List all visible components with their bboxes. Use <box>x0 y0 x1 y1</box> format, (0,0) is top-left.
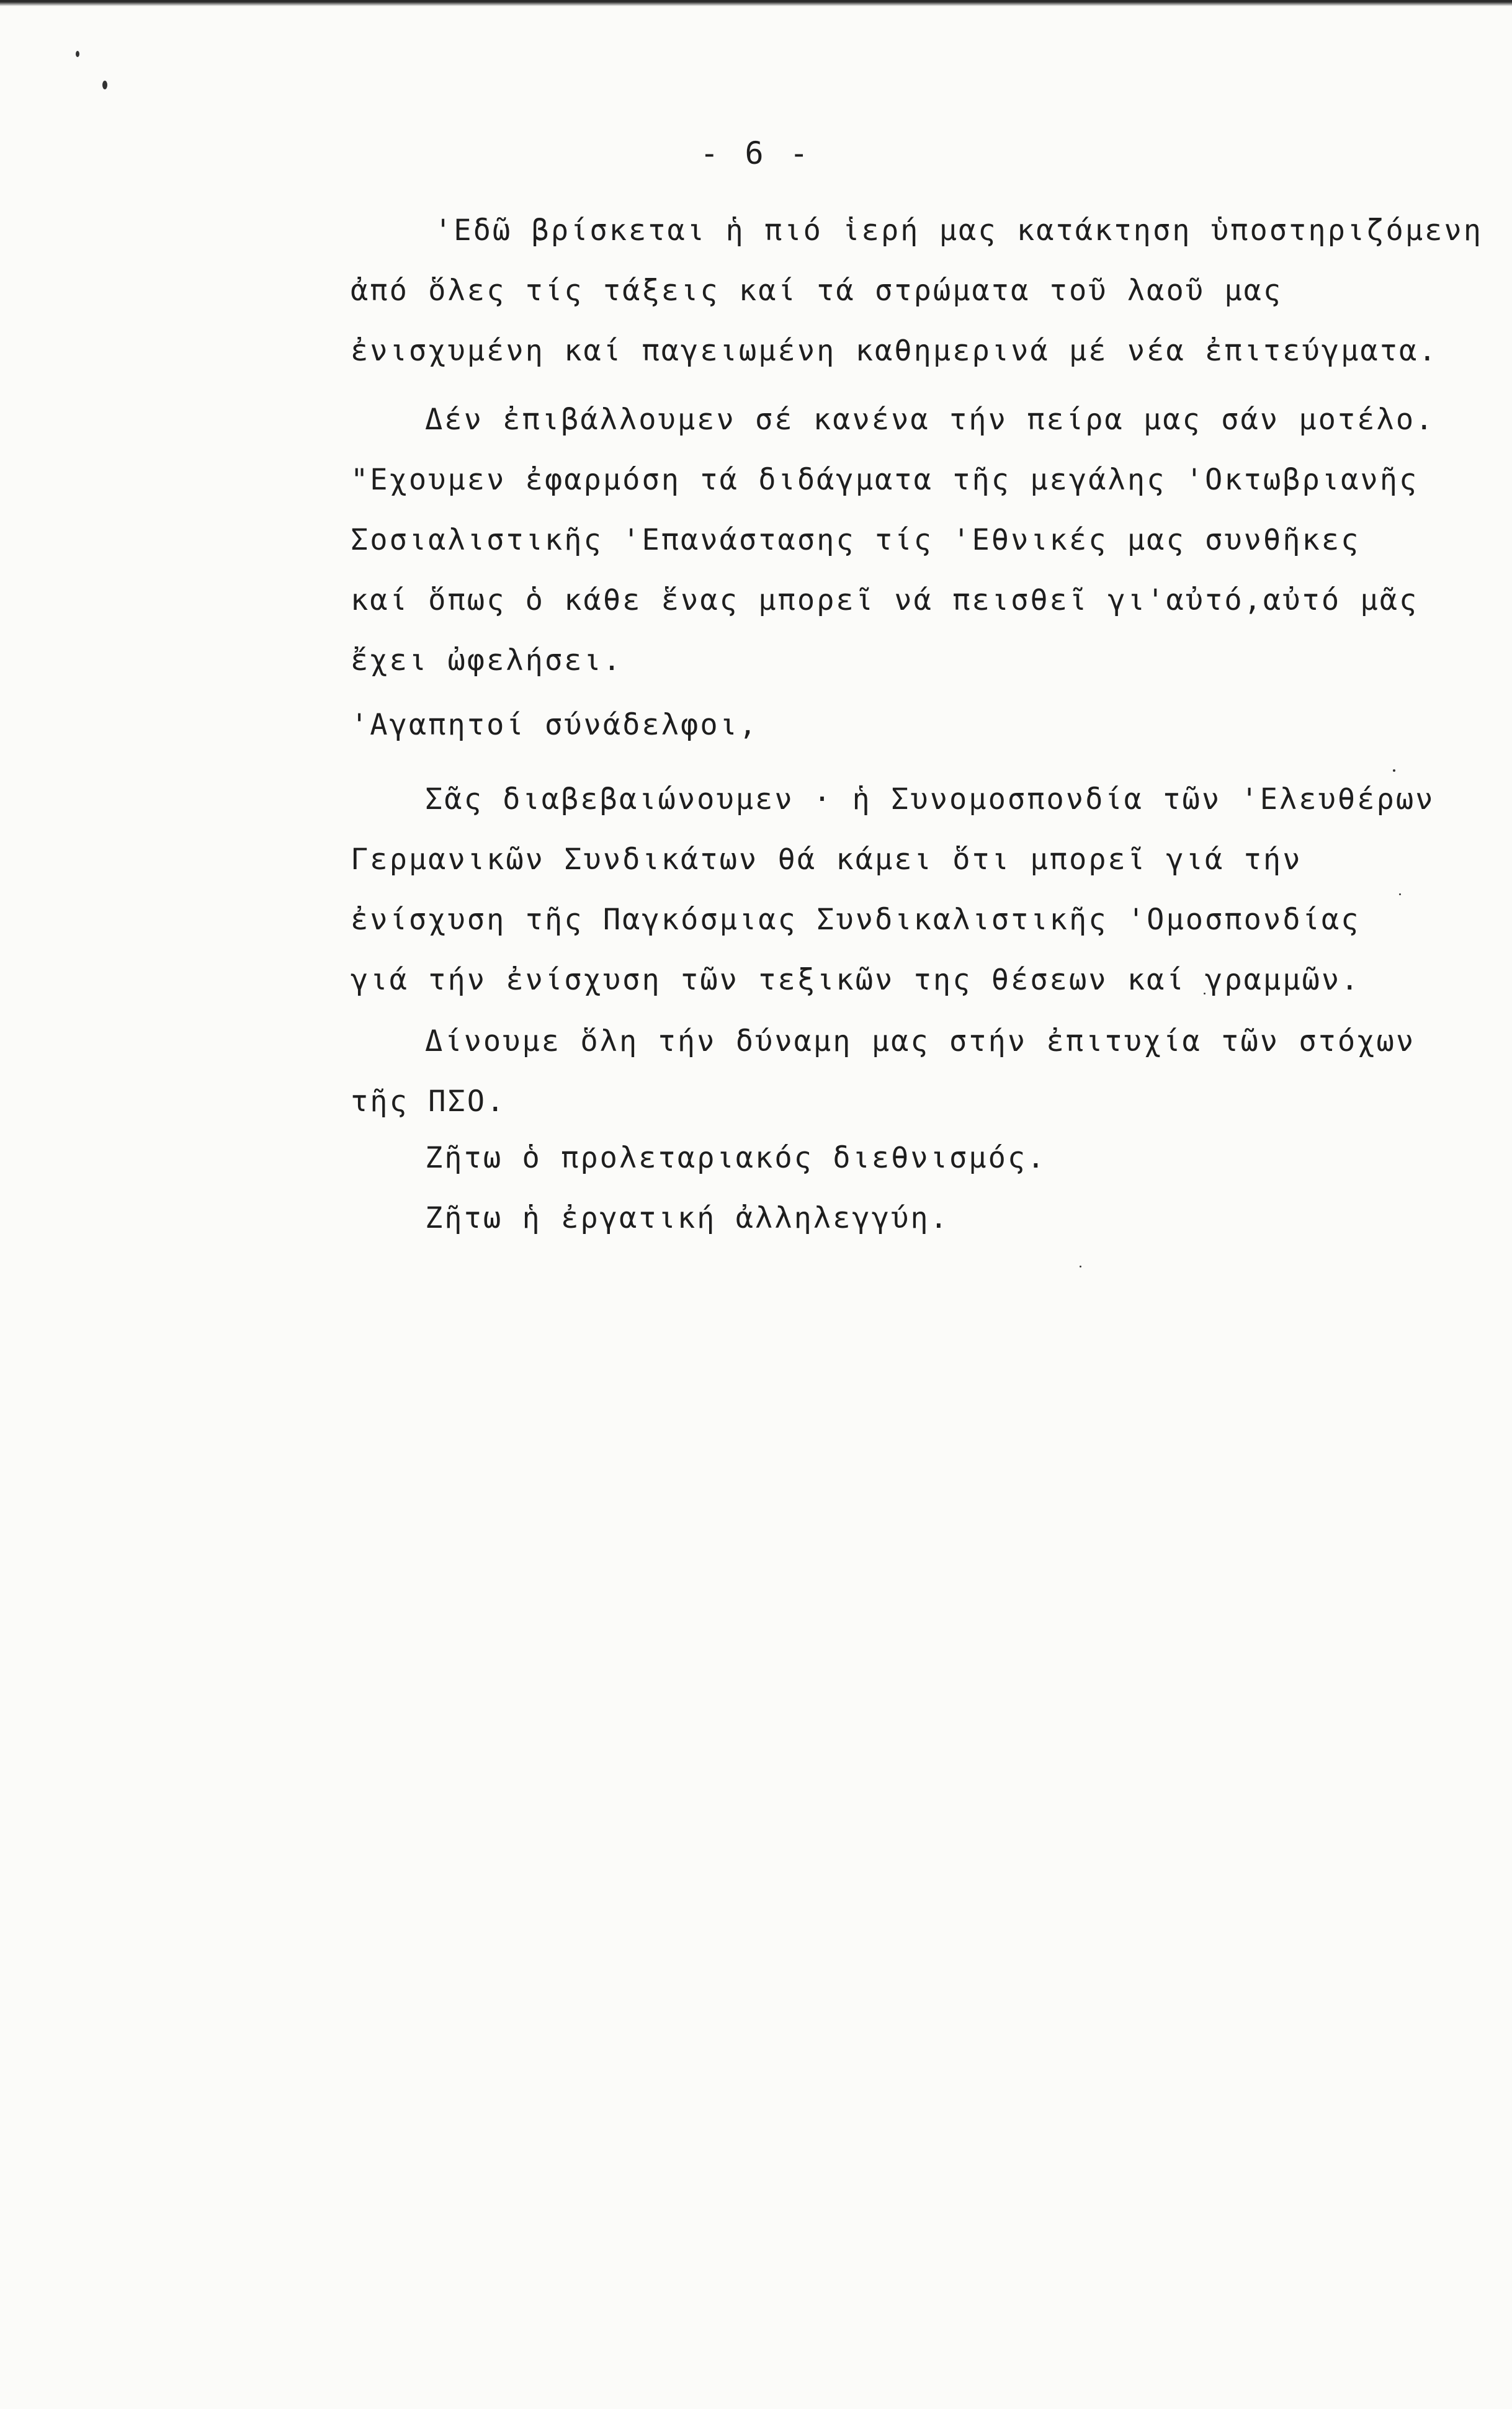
text-line: 'Εδῶ βρίσκεται ἡ πιό ἱερή μας κατάκτηση ὑποστηριζόμενη <box>434 213 1483 248</box>
text-line: ἀπό ὅλες τίς τάξεις καί τά στρώματα τοῦ λαοῦ μας <box>351 274 1283 308</box>
text-line: ἐνίσχυση τῆς Παγκόσμιας Συνδικαλιστικῆς 'Ομοσπονδίας <box>351 903 1361 937</box>
scan-edge <box>0 0 1512 6</box>
salutation <box>351 695 1467 755</box>
text-line: 'Αγαπητοί σύνάδελφοι, <box>351 708 759 742</box>
text-line: ἐνισχυμένη καί παγειωμένη καθημερινά μέ νέα ἐπιτεύγματα. <box>351 334 1438 368</box>
text-line: Γερμανικῶν Συνδικάτων θά κάμει ὅτι μπορεῖ γιά τήν <box>351 842 1302 877</box>
text-line: γιά τήν ἐνίσχυση τῶν τεξικῶν της θέσεων καί γραμμῶν. <box>351 963 1361 997</box>
text-line: Δίνουμε ὅλη τήν δύναμη μας στήν ἐπιτυχία τῶν στόχων <box>425 1024 1416 1058</box>
text-line: ἔχει ὠφελήσει. <box>351 643 623 677</box>
text-line: Σοσιαλιστικῆς 'Επανάστασης τίς 'Εθνικές μας συνθῆκες <box>351 523 1361 557</box>
scan-speck <box>1080 1266 1081 1267</box>
text-line: Ζῆτω ἡ ἐργατική ἀλληλεγγύη. <box>425 1201 950 1235</box>
scan-speck <box>76 51 79 57</box>
text-line: Ζῆτω ὁ προλεταριακός διεθνισμός. <box>425 1141 1047 1175</box>
page-number: - 6 - <box>700 135 812 171</box>
text-line: Δέν ἐπιβάλλουμεν σέ κανένα τήν πείρα μας σάν μοτέλο. <box>425 403 1435 437</box>
paragraph-3 <box>351 769 1467 1010</box>
scan-speck <box>102 81 107 89</box>
paragraph-4 <box>351 1011 1467 1132</box>
paragraph-2 <box>351 390 1467 691</box>
text-line: καί ὅπως ὁ κάθε ἕνας μπορεῖ νά πεισθεῖ γι'αὐτό,αὐτό μᾶς <box>351 583 1419 617</box>
paragraph-1 <box>351 200 1483 381</box>
text-line: Σᾶς διαβεβαιώνουμεν · ἡ Συνομοσπονδία τῶν 'Ελευθέρων <box>425 782 1435 816</box>
text-line: τῆς ΠΣΟ. <box>351 1084 506 1119</box>
text-line: "Εχουμεν ἐφαρμόση τά διδάγματα τῆς μεγάλης 'Οκτωβριανῆς <box>351 463 1419 497</box>
closing-slogans <box>351 1128 1467 1248</box>
